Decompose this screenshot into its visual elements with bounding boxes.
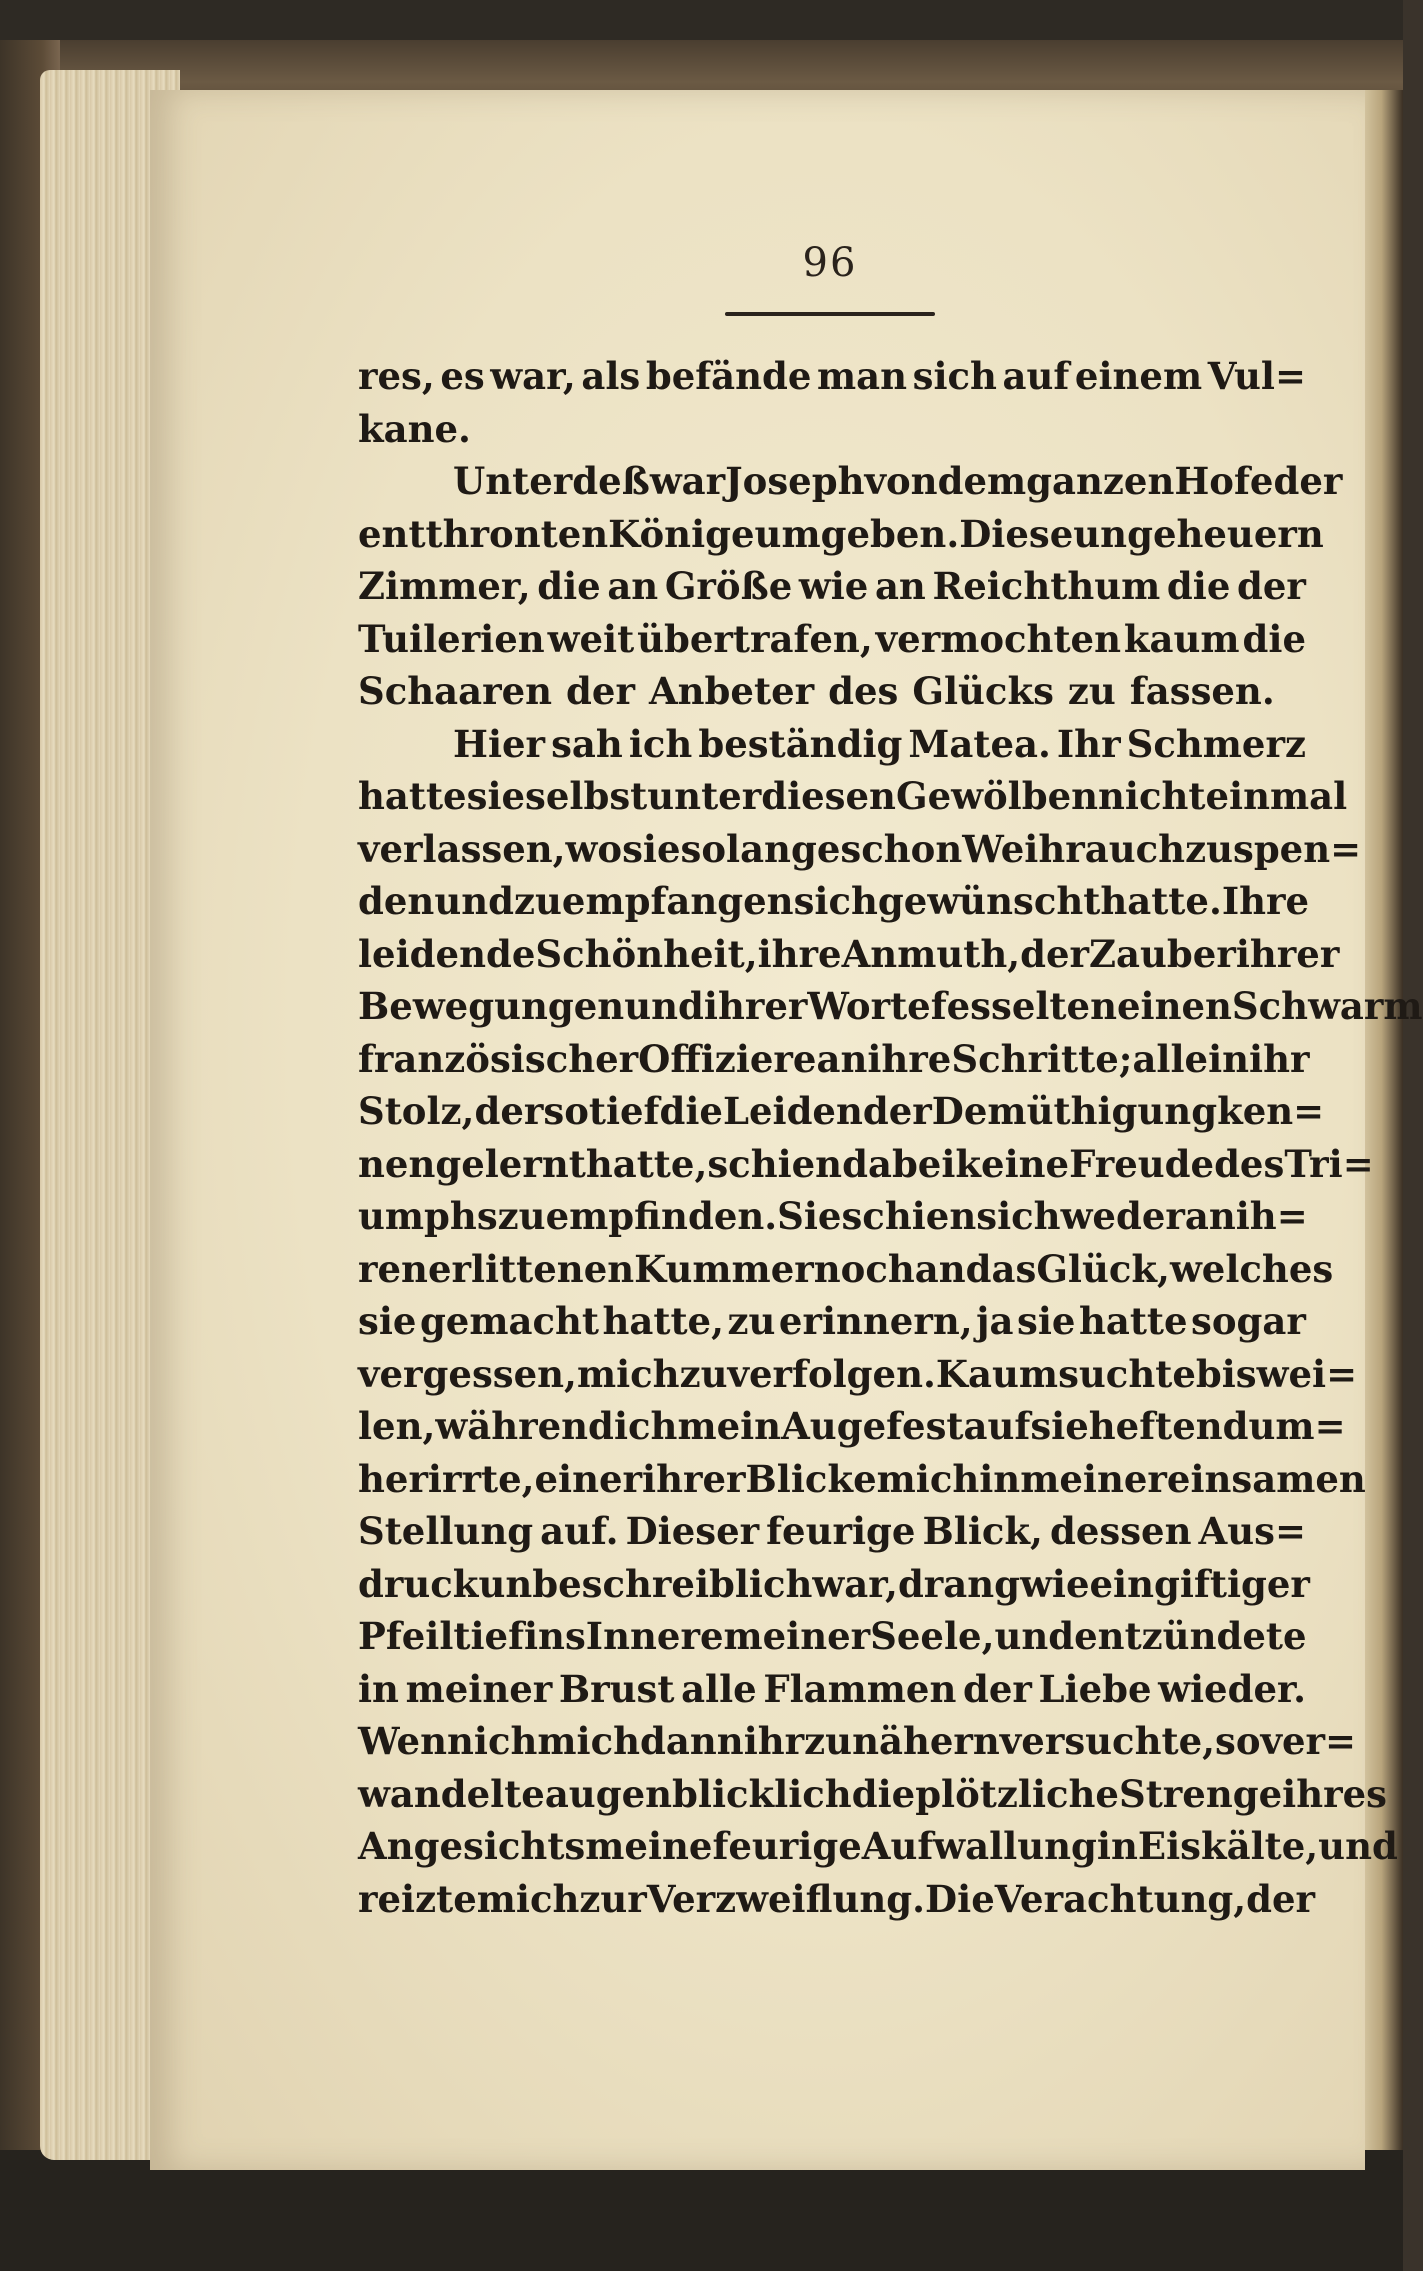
text-line xyxy=(358,1610,1306,1663)
text-line xyxy=(358,455,1343,508)
text-word: umphs xyxy=(358,1194,498,1238)
text-word: Seele, xyxy=(870,1614,995,1658)
text-word: Schwarm xyxy=(1231,984,1423,1028)
text-line xyxy=(358,928,1340,981)
text-word: das xyxy=(965,1246,1037,1291)
text-word: verlassen, xyxy=(358,826,566,871)
text-word: und xyxy=(1318,1824,1398,1868)
text-word: so xyxy=(543,1089,589,1133)
text-word: heftend xyxy=(1088,1404,1249,1448)
text-word: gelernt xyxy=(435,1141,586,1186)
text-word: einer xyxy=(534,1456,643,1501)
text-word: zu xyxy=(1185,826,1233,871)
text-word: Die xyxy=(925,1876,995,1921)
text-word: lange xyxy=(726,826,841,871)
text-line xyxy=(358,1138,1374,1191)
text-word: Offiziere xyxy=(638,1036,817,1081)
text-word: Verachtung, xyxy=(994,1876,1247,1921)
text-word: Anbeter xyxy=(648,669,815,713)
text-word: Demüthigung xyxy=(931,1089,1218,1133)
text-word: meiner xyxy=(1020,1456,1167,1501)
text-word: ihrer xyxy=(642,1456,746,1501)
text-line xyxy=(358,1348,1358,1401)
text-word: Könige xyxy=(608,511,755,556)
text-word: Innere xyxy=(585,1614,724,1658)
text-word: ich xyxy=(473,1719,538,1763)
text-word: Reichthum xyxy=(932,564,1161,608)
text-line xyxy=(358,1033,1310,1086)
text-word: zu xyxy=(497,1194,546,1238)
text-word: Ihr xyxy=(1056,721,1121,766)
text-word: sie xyxy=(1017,1299,1076,1343)
text-word: sie xyxy=(622,826,681,871)
text-word: sich xyxy=(912,354,997,398)
body-text xyxy=(358,350,1423,1925)
text-word: wandelte xyxy=(358,1771,545,1816)
text-word: leidende xyxy=(358,931,536,976)
text-word: des xyxy=(1214,1141,1285,1186)
text-word: ihre xyxy=(757,931,842,976)
text-word: tief xyxy=(588,1089,660,1133)
text-word: und xyxy=(994,1614,1075,1658)
text-line xyxy=(358,1768,1387,1821)
text-line xyxy=(358,350,1306,403)
text-word: Hier xyxy=(453,721,546,766)
text-word: die xyxy=(537,564,601,608)
text-word: sie xyxy=(358,1299,417,1343)
text-word: Schaaren xyxy=(358,669,553,713)
text-line xyxy=(358,1505,1306,1558)
text-word: Bewegungen xyxy=(358,984,625,1028)
text-word: fesselten xyxy=(930,984,1117,1028)
text-line xyxy=(358,1663,1306,1716)
text-line xyxy=(358,875,1310,928)
text-word: schien xyxy=(841,1194,977,1238)
text-word: wieder. xyxy=(1158,1666,1306,1711)
text-word: Glücks xyxy=(912,669,1054,713)
text-word: plötzliche xyxy=(915,1771,1119,1816)
text-word: Schönheit, xyxy=(535,931,758,976)
text-word: Eiskälte, xyxy=(1137,1824,1319,1868)
text-word: auf xyxy=(1002,354,1070,398)
text-word: Strenge xyxy=(1118,1771,1283,1816)
text-line xyxy=(358,1085,1325,1138)
text-line xyxy=(358,718,1306,771)
text-word: an xyxy=(816,1036,868,1081)
text-word: Hofe xyxy=(1174,459,1274,503)
text-word: war, xyxy=(812,1561,898,1606)
text-word: versuchte, xyxy=(999,1719,1215,1763)
text-word: len, xyxy=(358,1404,436,1448)
text-word: ja xyxy=(976,1299,1014,1343)
text-word: Verzweiflung. xyxy=(646,1876,926,1921)
text-word: entthronten xyxy=(358,511,609,556)
text-word: so xyxy=(1215,1719,1261,1763)
text-word: an xyxy=(1184,1194,1236,1238)
text-line xyxy=(358,1295,1306,1348)
text-word: sich xyxy=(793,879,878,923)
text-word: giftiger xyxy=(1154,1561,1310,1606)
text-word: mich xyxy=(537,1719,641,1763)
text-word: der xyxy=(962,1666,1032,1711)
text-word: Wenn xyxy=(358,1719,474,1763)
text-word: Aufwallung xyxy=(861,1824,1097,1868)
text-line xyxy=(358,1715,1357,1768)
text-word: entzündete xyxy=(1074,1614,1307,1658)
text-word: von xyxy=(864,459,938,503)
text-line xyxy=(358,1400,1346,1453)
text-word: drang xyxy=(897,1561,1021,1606)
text-word: welches xyxy=(1169,1246,1334,1291)
text-word: der xyxy=(862,1089,932,1133)
text-word: der xyxy=(474,1089,544,1133)
text-word: wie xyxy=(798,564,869,608)
text-word: vermochten xyxy=(875,616,1121,661)
text-word: Blick, xyxy=(922,1509,1043,1553)
text-word: dessen xyxy=(1049,1509,1192,1553)
text-word: nen xyxy=(358,1141,436,1186)
text-word: Stolz, xyxy=(358,1089,475,1133)
text-word: um= xyxy=(1248,1404,1346,1448)
text-word: selbst xyxy=(525,774,648,818)
text-word: der xyxy=(1273,459,1343,503)
text-word: ganzen xyxy=(1026,459,1175,503)
text-word: dann xyxy=(640,1719,744,1763)
text-word: empfinden. xyxy=(545,1194,778,1238)
text-word: ungeheuern xyxy=(1073,511,1324,556)
text-word: der xyxy=(566,669,635,713)
text-word: und xyxy=(434,879,514,923)
text-word: weit xyxy=(547,616,635,661)
text-word: biswei= xyxy=(1195,1351,1358,1396)
text-word: dabei xyxy=(842,1141,956,1186)
text-word: augenblicklich xyxy=(544,1771,852,1816)
text-word: ver= xyxy=(1260,1719,1357,1763)
text-word: sich xyxy=(976,1194,1061,1238)
text-word: nähern xyxy=(852,1719,1000,1763)
text-word: der xyxy=(1020,931,1090,976)
text-word: zu xyxy=(727,1299,776,1343)
text-word: Zauber xyxy=(1089,931,1236,976)
text-word: man xyxy=(817,354,908,398)
text-word: die xyxy=(851,1771,916,1816)
text-word: Kummer xyxy=(634,1246,814,1291)
text-word: so xyxy=(680,826,727,871)
text-word: Liebe xyxy=(1038,1666,1152,1711)
text-word: ihre xyxy=(867,1036,952,1081)
text-word: meine xyxy=(585,1824,713,1868)
text-word: die xyxy=(1242,616,1306,661)
text-word: Ihre xyxy=(1221,879,1310,923)
text-word: die xyxy=(1166,564,1231,608)
text-word: verfolgen. xyxy=(727,1351,936,1396)
text-word: einem xyxy=(1074,354,1203,398)
text-word: mich xyxy=(576,1351,680,1396)
text-line xyxy=(358,1558,1310,1611)
text-word: Anmuth, xyxy=(841,931,1021,976)
text-word: fest xyxy=(886,1404,964,1448)
text-word: weder xyxy=(1060,1194,1185,1238)
text-word: nicht xyxy=(1098,774,1206,818)
text-word: diesen xyxy=(761,774,896,818)
text-word: in xyxy=(979,1456,1021,1501)
text-line xyxy=(358,613,1306,666)
text-word: wie xyxy=(1020,1561,1090,1606)
text-word: herirrte, xyxy=(358,1456,535,1501)
text-word: empfangen xyxy=(561,879,794,923)
text-word: hatte xyxy=(1078,1299,1188,1343)
text-word: noch xyxy=(813,1246,915,1291)
text-word: ih= xyxy=(1235,1194,1308,1238)
text-word: sah xyxy=(551,721,623,766)
text-line xyxy=(358,770,1348,823)
text-word: kaum xyxy=(1123,616,1240,661)
text-word: in xyxy=(358,1666,399,1711)
text-line xyxy=(358,1873,1316,1926)
text-word: mein xyxy=(677,1404,782,1448)
text-word: Größe xyxy=(664,564,793,608)
text-word: einen xyxy=(1116,984,1232,1028)
text-word: es xyxy=(440,354,485,398)
text-word: einsamen xyxy=(1166,1456,1366,1501)
text-word: gewünscht xyxy=(877,879,1101,923)
text-word: alle xyxy=(681,1666,757,1711)
text-word: Vul= xyxy=(1207,354,1306,398)
text-word: unbeschreiblich xyxy=(478,1561,813,1606)
text-word: zur xyxy=(579,1876,647,1921)
text-word: tief xyxy=(453,1614,524,1658)
text-line xyxy=(358,560,1306,613)
text-word: Zimmer, xyxy=(358,564,531,608)
text-word: zu xyxy=(1067,669,1116,713)
text-word: gemacht xyxy=(419,1299,599,1343)
text-word: Freude xyxy=(1069,1141,1215,1186)
text-word: erinnern, xyxy=(778,1299,973,1343)
text-word: befände xyxy=(645,354,812,398)
text-word: Unterdeß xyxy=(453,459,650,503)
text-word: ren xyxy=(358,1246,428,1291)
text-line xyxy=(358,1820,1398,1873)
text-word: Stellung xyxy=(358,1509,534,1553)
text-word: an xyxy=(874,564,926,608)
text-word: den xyxy=(358,879,435,923)
text-word: Flammen xyxy=(763,1666,957,1711)
text-word: Kaum xyxy=(935,1351,1059,1396)
text-word: während xyxy=(435,1404,614,1448)
text-word: der xyxy=(1237,564,1306,608)
text-word: dem xyxy=(937,459,1027,503)
text-word: Dieser xyxy=(625,1509,760,1553)
text-word: übertrafen, xyxy=(637,616,873,661)
text-word: druck xyxy=(358,1561,479,1606)
text-word: res, xyxy=(358,354,435,398)
text-word: in xyxy=(1096,1824,1138,1868)
text-word: ein xyxy=(1089,1561,1155,1606)
text-word: Schritte; xyxy=(951,1036,1133,1081)
text-word: zu xyxy=(804,1719,853,1763)
text-word: an xyxy=(914,1246,966,1291)
text-word: Tuilerien xyxy=(358,616,545,661)
text-word: Weihrauch xyxy=(962,826,1186,871)
text-line xyxy=(358,980,1423,1033)
text-word: Glück, xyxy=(1036,1246,1170,1291)
text-word: ihrer xyxy=(703,984,808,1028)
text-word: wo xyxy=(565,826,623,871)
text-word: beständig xyxy=(698,721,903,766)
text-word: Brust xyxy=(558,1666,675,1711)
text-word: einmal xyxy=(1205,774,1348,818)
text-word: auf. xyxy=(540,1509,619,1553)
text-word: war, xyxy=(490,354,576,398)
text-word: sogar xyxy=(1191,1299,1306,1343)
text-word: Gewölben xyxy=(895,774,1099,818)
text-word: feurige xyxy=(712,1824,862,1868)
text-word: Diese xyxy=(959,511,1074,556)
text-word: fassen. xyxy=(1129,669,1275,713)
text-word: ich xyxy=(613,1404,678,1448)
text-word: Schmerz xyxy=(1126,721,1306,766)
text-word: ich xyxy=(628,721,693,766)
text-word: feurige xyxy=(766,1509,916,1553)
text-word: Sie xyxy=(777,1194,842,1238)
text-word: suchte xyxy=(1058,1351,1196,1396)
text-word: Pfeil xyxy=(358,1614,454,1658)
text-word: meiner xyxy=(405,1666,553,1711)
text-word: schon xyxy=(840,826,963,871)
text-word: sie xyxy=(1030,1404,1089,1448)
text-word: mich xyxy=(476,1876,580,1921)
page-number-rule xyxy=(725,312,935,316)
text-word: ihr xyxy=(1249,1036,1310,1081)
text-word: kane. xyxy=(358,406,471,451)
text-word: zu xyxy=(514,879,562,923)
text-word: erlittenen xyxy=(427,1246,635,1291)
text-word: Auge xyxy=(781,1404,887,1448)
text-word: meiner xyxy=(723,1614,871,1658)
text-word: und xyxy=(624,984,704,1028)
text-word: die xyxy=(659,1089,723,1133)
text-word: hatte. xyxy=(1100,879,1222,923)
text-word: mich xyxy=(876,1456,980,1501)
text-word: ihr xyxy=(743,1719,805,1763)
text-word: vergessen, xyxy=(358,1351,577,1396)
text-word: Aus= xyxy=(1198,1509,1306,1553)
text-word: ihrer xyxy=(1235,931,1340,976)
text-word: französischer xyxy=(358,1036,639,1081)
text-word: hatte, xyxy=(602,1299,724,1343)
page-number: 96 xyxy=(802,240,858,286)
text-word: schien xyxy=(707,1141,843,1186)
text-word: hatte xyxy=(358,774,467,818)
text-word: der xyxy=(1246,1876,1316,1921)
text-word: hatte, xyxy=(585,1141,708,1186)
text-word: keine xyxy=(955,1141,1070,1186)
text-line xyxy=(358,1453,1366,1506)
text-line xyxy=(358,665,1306,718)
text-word: auf xyxy=(963,1404,1031,1448)
text-word: unter xyxy=(647,774,762,818)
text-word: Blicke xyxy=(745,1456,877,1501)
text-line xyxy=(358,1243,1334,1296)
text-word: Angesichts xyxy=(358,1824,586,1868)
text-word: Tri= xyxy=(1284,1141,1374,1186)
text-word: des xyxy=(828,669,899,713)
text-word: als xyxy=(581,354,641,398)
text-line xyxy=(358,403,1306,456)
text-line xyxy=(358,508,1324,561)
text-word: umgeben. xyxy=(754,511,960,556)
text-line xyxy=(358,823,1362,876)
text-word: sie xyxy=(466,774,526,818)
text-word: ken= xyxy=(1217,1089,1325,1133)
text-word: Matea. xyxy=(908,721,1051,766)
text-word: allein xyxy=(1132,1036,1250,1081)
text-word: zu xyxy=(679,1351,728,1396)
text-word: reizte xyxy=(358,1876,477,1921)
text-word: ins xyxy=(524,1614,586,1658)
text-word: an xyxy=(607,564,659,608)
text-word: Worte xyxy=(807,984,931,1028)
text-word: spen= xyxy=(1232,826,1362,871)
text-word: ihres xyxy=(1282,1771,1387,1816)
text-word: Leiden xyxy=(722,1089,863,1133)
text-word: war xyxy=(649,459,726,503)
text-line xyxy=(358,1190,1306,1243)
text-word: Joseph xyxy=(725,459,865,503)
